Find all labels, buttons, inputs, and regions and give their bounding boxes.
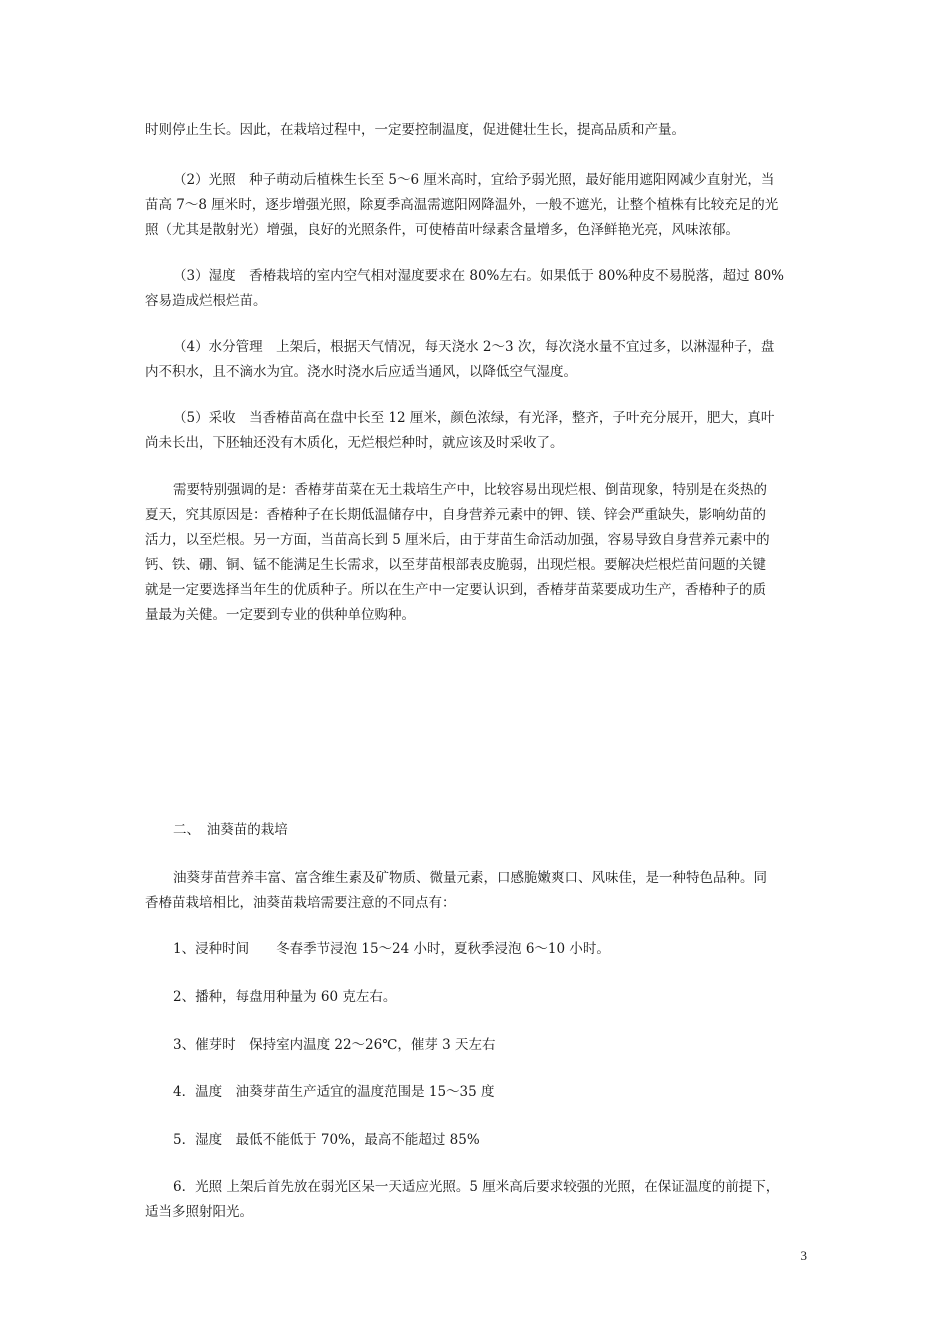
item-soaking bbox=[145, 937, 807, 962]
text-line: 就是一定要选择当年生的优质种子。所以在生产中一定要认识到，香椿芽苗菜要成功生产，香椿种子的质 bbox=[145, 582, 766, 598]
text-line: 内不积水，且不滴水为宜。浇水时浇水后应适当通风，以降低空气湿度。 bbox=[145, 364, 577, 380]
text-line: 时则停止生长。因此，在栽培过程中，一定要控制温度，促进健壮生长，提高品质和产量。 bbox=[145, 122, 685, 138]
item-light bbox=[145, 1175, 807, 1225]
text-line: 苗高 7～8 厘米时，逐步增强光照，除夏季高温需遮阳网降温外，一般不遮光，让整个植株有比较充足的光 bbox=[145, 197, 779, 213]
text-line: 3、催芽时 保持室内温度 22～26℃，催芽 3 天左右 bbox=[173, 1037, 496, 1053]
paragraph-water-management bbox=[145, 335, 807, 385]
item-temperature bbox=[145, 1080, 807, 1105]
text-line: 照（尤其是散射光）增强，良好的光照条件，可使椿苗叶绿素含量增多，色泽鲜艳光亮，风味浓郁。 bbox=[145, 222, 739, 238]
section-heading bbox=[145, 818, 807, 843]
text-line: 1、浸种时间 冬春季节浸泡 15～24 小时，夏秋季浸泡 6～10 小时。 bbox=[173, 941, 610, 957]
item-humidity bbox=[145, 1128, 807, 1153]
text-line: 容易造成烂根烂苗。 bbox=[145, 293, 267, 309]
text-line: （4）水分管理 上架后，根据天气情况，每天浇水 2～3 次，每次浇水量不宜过多，以淋湿种子，盘 bbox=[173, 339, 775, 355]
text-line: 需要特别强调的是：香椿芽苗菜在无土栽培生产中，比较容易出现烂根、倒苗现象，特别是在炎热的 bbox=[173, 482, 767, 498]
text-line: 4．温度 油葵芽苗生产适宜的温度范围是 15～35 度 bbox=[173, 1084, 495, 1100]
paragraph-light bbox=[145, 168, 807, 243]
text-line: （5）采收 当香椿苗高在盘中长至 12 厘米，颜色浓绿，有光泽，整齐，子叶充分展开，肥大，真叶 bbox=[173, 410, 775, 426]
text-line: 5．湿度 最低不能低于 70%，最高不能超过 85% bbox=[173, 1132, 480, 1148]
text-line: 香椿苗栽培相比，油葵苗栽培需要注意的不同点有： bbox=[145, 895, 456, 911]
text-line: （2）光照 种子萌动后植株生长至 5～6 厘米高时，宜给予弱光照，最好能用遮阳网减少直射光，当 bbox=[173, 172, 775, 188]
item-sowing bbox=[145, 985, 807, 1010]
text-line: 6．光照 上架后首先放在弱光区呆一天适应光照。5 厘米高后要求较强的光照，在保证温度的前提下， bbox=[173, 1179, 780, 1195]
paragraph-sunflower-intro bbox=[145, 866, 807, 916]
text-line: 2、播种，每盘用种量为 60 克左右。 bbox=[173, 989, 397, 1005]
text-line: 适当多照射阳光。 bbox=[145, 1204, 253, 1220]
text-line: 量最为关健。一定要到专业的供种单位购种。 bbox=[145, 607, 415, 623]
paragraph-emphasis bbox=[145, 478, 807, 628]
text-line: 夏天，究其原因是：香椿种子在长期低温储存中，自身营养元素中的钾、镁、锌会严重缺失，影响幼苗的 bbox=[145, 507, 766, 523]
text-line: 尚未长出，下胚轴还没有木质化，无烂根烂种时，就应该及时采收了。 bbox=[145, 435, 564, 451]
item-germination bbox=[145, 1033, 807, 1058]
paragraph-harvest bbox=[145, 406, 807, 456]
heading-text: 二、 油葵苗的栽培 bbox=[173, 822, 288, 838]
text-line: （3）湿度 香椿栽培的室内空气相对湿度要求在 80%左右。如果低于 80%种皮不易脱落，超过 80% bbox=[173, 268, 784, 284]
text-line: 活力，以至烂根。另一方面，当苗高长到 5 厘米后，由于芽苗生命活动加强，容易导致自身营养元素中的 bbox=[145, 532, 770, 548]
paragraph-temperature-end bbox=[145, 118, 807, 143]
text-line: 油葵芽苗营养丰富、富含维生素及矿物质、微量元素，口感脆嫩爽口、风味佳，是一种特色品种。同 bbox=[173, 870, 767, 886]
page-number: 3 bbox=[800, 1248, 807, 1263]
text-line: 钙、铁、硼、铜、锰不能满足生长需求，以至芽苗根部表皮脆弱，出现烂根。要解决烂根烂苗问题的关键 bbox=[145, 557, 766, 573]
paragraph-humidity bbox=[145, 264, 807, 314]
